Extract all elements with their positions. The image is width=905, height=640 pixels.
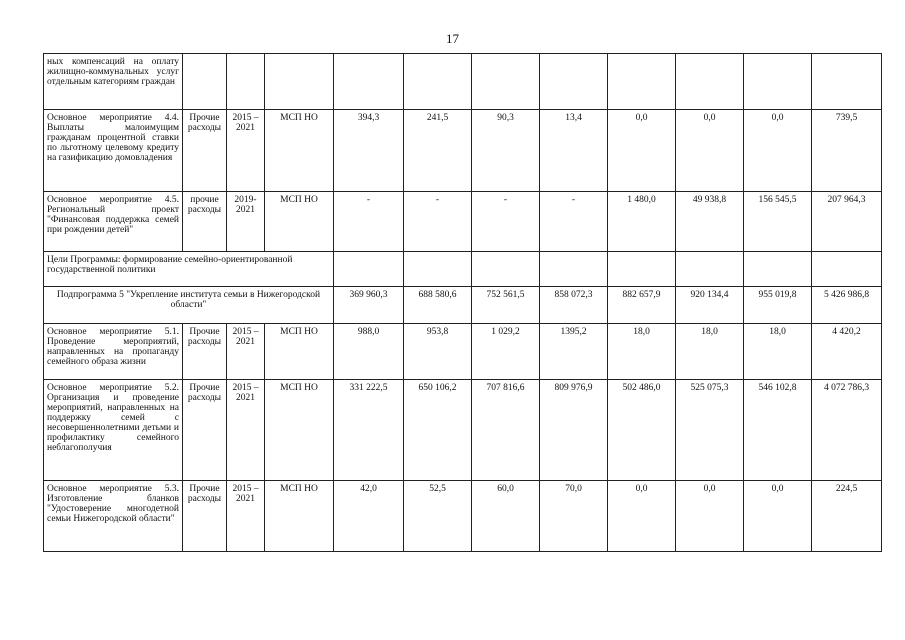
program-table <box>43 53 882 552</box>
value-cell: 0,0 <box>608 481 676 552</box>
executor: МСП НО <box>265 380 334 481</box>
row-description: Основное мероприятие 5.3. Изготовление бланков "Удостоверение многодетной семьи Нижегородской области" <box>44 481 183 552</box>
executor: МСП НО <box>265 192 334 252</box>
value-cell: 224,5 <box>812 481 882 552</box>
value-cell: 60,0 <box>472 481 540 552</box>
value-cell <box>812 54 882 110</box>
value-cell: 0,0 <box>676 481 744 552</box>
value-cell: 49 938,8 <box>676 192 744 252</box>
table-row <box>44 324 882 380</box>
value-cell <box>334 54 404 110</box>
value-cell <box>676 252 744 287</box>
table-row <box>44 380 882 481</box>
table-row <box>44 481 882 552</box>
row-description: Основное мероприятие 5.1. Проведение мероприятий, направленных на пропаганду семейного образа жизни <box>44 324 183 380</box>
value-cell <box>334 252 404 287</box>
value-cell: 955 019,8 <box>744 287 812 324</box>
value-cell: - <box>404 192 472 252</box>
value-cell: 858 072,3 <box>540 287 608 324</box>
value-cell: 1 480,0 <box>608 192 676 252</box>
value-cell: 42,0 <box>334 481 404 552</box>
value-cell: - <box>334 192 404 252</box>
table-row <box>44 54 882 110</box>
executor: МСП НО <box>265 110 334 192</box>
value-cell: - <box>472 192 540 252</box>
row-description: Основное мероприятие 4.4. Выплаты малоимущим гражданам процентной ставки по льготному целевому кредиту на газификацию домовладения <box>44 110 183 192</box>
value-cell: 18,0 <box>608 324 676 380</box>
value-cell: 90,3 <box>472 110 540 192</box>
value-cell: 809 976,9 <box>540 380 608 481</box>
period: 2015 – 2021 <box>227 380 265 481</box>
value-cell <box>404 252 472 287</box>
value-cell <box>608 252 676 287</box>
value-cell: 18,0 <box>744 324 812 380</box>
value-cell: 953,8 <box>404 324 472 380</box>
value-cell: 988,0 <box>334 324 404 380</box>
program-goals: Цели Программы: формирование семейно-ориентированной государственной политики <box>44 252 334 287</box>
value-cell <box>472 252 540 287</box>
value-cell: 207 964,3 <box>812 192 882 252</box>
table-row <box>44 192 882 252</box>
expense-type: Прочие расходы <box>183 380 227 481</box>
value-cell: 394,3 <box>334 110 404 192</box>
value-cell: 18,0 <box>676 324 744 380</box>
value-cell: 0,0 <box>608 110 676 192</box>
value-cell <box>404 54 472 110</box>
expense-type: прочие расходы <box>183 192 227 252</box>
value-cell: 502 486,0 <box>608 380 676 481</box>
value-cell <box>744 252 812 287</box>
value-cell <box>472 54 540 110</box>
executor <box>265 54 334 110</box>
value-cell: 739,5 <box>812 110 882 192</box>
period: 2015 – 2021 <box>227 481 265 552</box>
executor: МСП НО <box>265 324 334 380</box>
value-cell: 0,0 <box>744 481 812 552</box>
value-cell: 156 545,5 <box>744 192 812 252</box>
value-cell: 369 960,3 <box>334 287 404 324</box>
value-cell: 707 816,6 <box>472 380 540 481</box>
value-cell: 4 420,2 <box>812 324 882 380</box>
value-cell: 920 134,4 <box>676 287 744 324</box>
expense-type: Прочие расходы <box>183 481 227 552</box>
row-description: Основное мероприятие 4.5. Региональный проект "Финансовая поддержка семей при рождении детей" <box>44 192 183 252</box>
value-cell: 1 029,2 <box>472 324 540 380</box>
value-cell: 650 106,2 <box>404 380 472 481</box>
period <box>227 54 265 110</box>
page-number: 17 <box>446 31 459 46</box>
value-cell: 752 561,5 <box>472 287 540 324</box>
table-row <box>44 252 882 287</box>
expense-type <box>183 54 227 110</box>
value-cell <box>676 54 744 110</box>
value-cell: - <box>540 192 608 252</box>
expense-type: Прочие расходы <box>183 110 227 192</box>
value-cell: 52,5 <box>404 481 472 552</box>
value-cell: 882 657,9 <box>608 287 676 324</box>
value-cell: 241,5 <box>404 110 472 192</box>
table-row <box>44 110 882 192</box>
value-cell: 0,0 <box>744 110 812 192</box>
value-cell <box>608 54 676 110</box>
value-cell: 525 075,3 <box>676 380 744 481</box>
value-cell: 546 102,8 <box>744 380 812 481</box>
table-row <box>44 287 882 324</box>
value-cell: 4 072 786,3 <box>812 380 882 481</box>
value-cell: 331 222,5 <box>334 380 404 481</box>
value-cell: 70,0 <box>540 481 608 552</box>
expense-type: Прочие расходы <box>183 324 227 380</box>
value-cell: 5 426 986,8 <box>812 287 882 324</box>
value-cell <box>744 54 812 110</box>
row-description: Основное мероприятие 5.2. Организация и проведение мероприятий, направленных на поддержку семей с несовершеннолетними детьми и профилактику семейного неблагополучия <box>44 380 183 481</box>
value-cell: 688 580,6 <box>404 287 472 324</box>
row-description: ных компенсаций на оплату жилищно-коммунальных услуг отдельным категориям граждан <box>44 54 183 110</box>
period: 2015 – 2021 <box>227 110 265 192</box>
value-cell: 13,4 <box>540 110 608 192</box>
period: 2015 – 2021 <box>227 324 265 380</box>
value-cell <box>540 252 608 287</box>
value-cell: 0,0 <box>676 110 744 192</box>
value-cell <box>540 54 608 110</box>
value-cell: 1395,2 <box>540 324 608 380</box>
value-cell <box>812 252 882 287</box>
subprogram-title: Подпрограмма 5 "Укрепление института семьи в Нижегородской области" <box>44 287 334 324</box>
executor: МСП НО <box>265 481 334 552</box>
period: 2019-2021 <box>227 192 265 252</box>
